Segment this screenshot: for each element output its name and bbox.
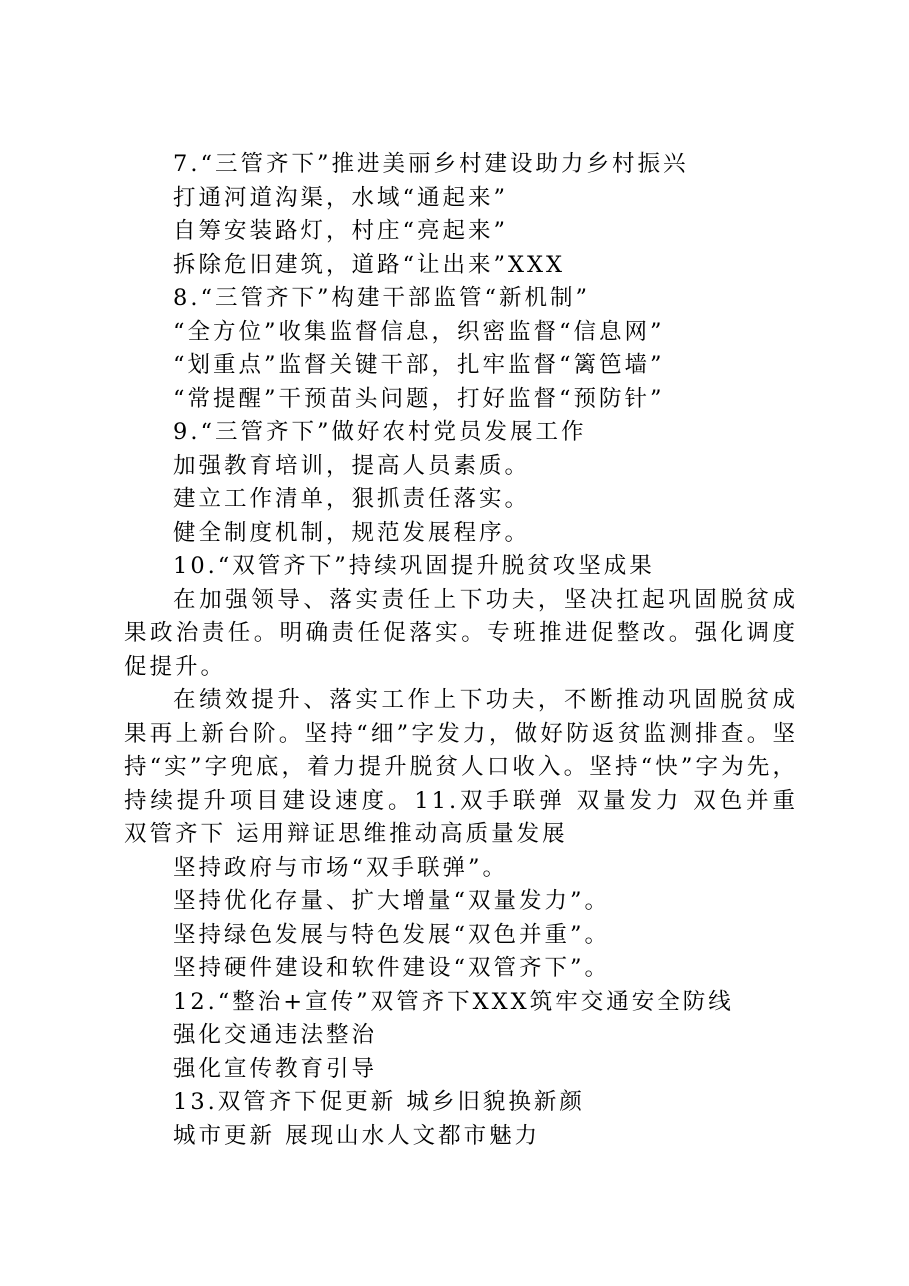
list-item: 打通河道沟渠，水域“通起来” <box>173 184 509 211</box>
list-item: 加强教育培训，提高人员素质。 <box>173 452 531 479</box>
heading-item-13: 13.双管齐下促更新 城乡旧貌换新颜 <box>173 1089 585 1115</box>
list-item: 强化交通违法整治 <box>173 1022 378 1048</box>
list-item: “常提醒”干预苗头问题，打好监督“预防针” <box>173 385 665 412</box>
list-item: 拆除危旧建筑，道路“让出来”XXX <box>173 251 566 278</box>
list-item: 健全制度机制，规范发展程序。 <box>173 519 531 546</box>
list-item: “全方位”收集监督信息，织密监督“信息网” <box>173 318 665 345</box>
list-item: 坚持优化存量、扩大增量“双量发力”。 <box>173 888 611 914</box>
heading-item-9: 9.“三管齐下”做好农村党员发展工作 <box>173 419 587 445</box>
list-item: 坚持政府与市场“双手联弹”。 <box>173 854 509 881</box>
list-item: 强化宣传教育引导 <box>173 1055 378 1082</box>
body-paragraph-2: 在绩效提升、落实工作上下功夫，不断推动巩固脱贫成果再上新台阶。坚持“细”字发力，做好防返贫监测排查。坚持“实”字兜底，着力提升脱贫人口收入。坚持“快”字为先，持续提升项目建设速度。11.双手联弹 双量发力 双色并重 双管齐下 运用辩证思维推动高质量发展 <box>124 687 798 847</box>
list-item: 自筹安装路灯，村庄“亮起来” <box>173 218 509 244</box>
heading-item-8: 8.“三管齐下”构建干部监管“新机制” <box>173 285 590 311</box>
list-item: 坚持硬件建设和软件建设“双管齐下”。 <box>173 955 611 981</box>
heading-item-10: 10.“双管齐下”持续巩固提升脱贫攻坚成果 <box>173 553 655 579</box>
list-item: 建立工作清单，狠抓责任落实。 <box>173 486 531 512</box>
heading-item-12: 12.“整治+宣传”双管齐下XXX筑牢交通安全防线 <box>173 988 734 1015</box>
list-item: “划重点”监督关键干部，扎牢监督“篱笆墙” <box>173 352 665 378</box>
document-body <box>124 148 798 1153</box>
heading-item-7: 7.“三管齐下”推进美丽乡村建设助力乡村振兴 <box>173 151 689 177</box>
list-item: 坚持绿色发展与特色发展“双色并重”。 <box>173 921 611 948</box>
list-item: 城市更新 展现山水人文都市魅力 <box>173 1122 541 1149</box>
body-paragraph-1: 在加强领导、落实责任上下功夫，坚决扛起巩固脱贫成果政治责任。明确责任促落实。专班推进促整改。强化调度促提升。 <box>124 586 798 680</box>
